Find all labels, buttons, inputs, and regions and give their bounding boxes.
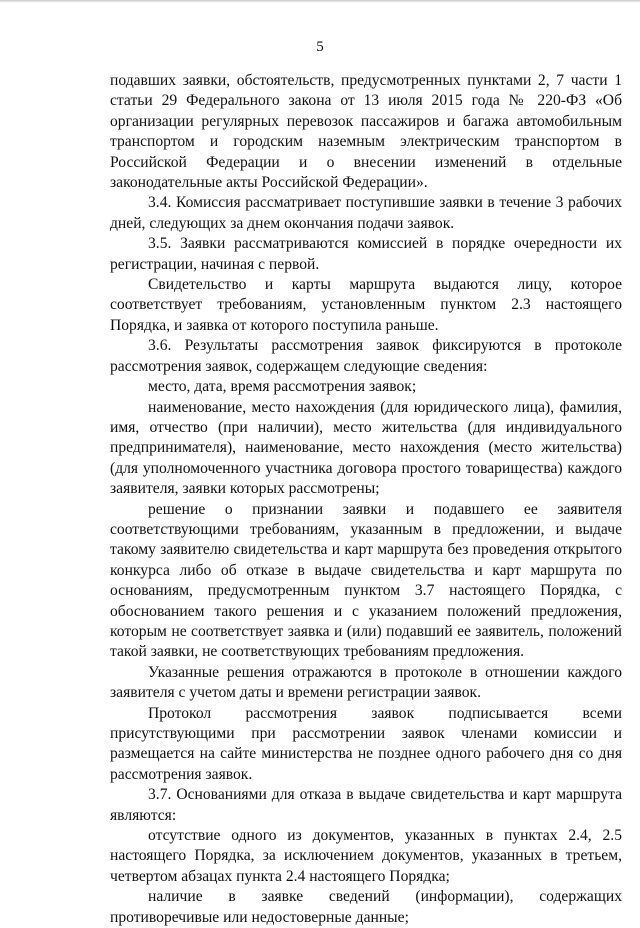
scan-edge bbox=[0, 0, 640, 3]
list-item-contradictory-data: наличие в заявке сведений (информации), содержащих противоречивые или недостоверные данные; bbox=[110, 888, 622, 926]
list-item-place-date: место, дата, время рассмотрения заявок; bbox=[148, 378, 417, 396]
page-number: 5 bbox=[316, 39, 324, 55]
list-item-decision: решение о признании заявки и подавшего ее заявителя соответствующими требованиям, указанным в предложении, и выдаче такому заявителю свидетельства и карт маршрута без проведения открытого конкурса либо об отказе в выдаче свидетельства и карт маршрута по основаниям, предусмотренным пунктом 3.7 настоящего Порядка, с обоснованием такого решения и с указанием положений предложения, которым не соответствует заявка и (или) подавший ее заявитель, положений такой заявки, не соответствующих требованиям предложения. bbox=[110, 500, 622, 661]
list-item-applicant-info: наименование, место нахождения (для юридического лица), фамилия, имя, отчество (при наличии), место жительства (для индивидуального предпринимателя), наименование, место нахождения (место жительства) (для уполномоченного участника договора простого товарищества) каждого заявителя, заявки которых рассмотрены; bbox=[110, 398, 622, 498]
paragraph-3-7: 3.7. Основаниями для отказа в выдаче свидетельства и карт маршрута являются: bbox=[110, 786, 622, 824]
list-item-missing-documents: отсутствие одного из документов, указанных в пунктах 2.4, 2.5 настоящего Порядка, за исключением документов, указанных в третьем, четвертом абзацах пункта 2.4 настоящего Порядка; bbox=[110, 827, 622, 885]
paragraph-3-6: 3.6. Результаты рассмотрения заявок фиксируются в протоколе рассмотрения заявок, содержащем следующие сведения: bbox=[110, 337, 622, 375]
paragraph-certificate: Свидетельство и карты маршрута выдаются лицу, которое соответствует требованиям, установленным пунктом 2.3 настоящего Порядка, и заявка от которого поступила раньше. bbox=[110, 276, 622, 334]
document-body bbox=[110, 71, 622, 928]
paragraph-protocol-signed: Протокол рассмотрения заявок подписывается всеми присутствующими при рассмотрении заявок членами комиссии и размещается на сайте министерства не позднее одного рабочего дня со дня рассмотрения заявок. bbox=[110, 704, 622, 783]
paragraph-continuation: подавших заявки, обстоятельств, предусмотренных пунктами 2, 7 части 1 статьи 29 Федерального закона от 13 июля 2015 года № 220-ФЗ «Об организации регулярных перевозок пассажиров и багажа автомобильным транспортом и городским наземным электрическим транспортом в Российской Федерации и о внесении изменений в отдельные законодательные акты Российской Федерации». bbox=[110, 72, 622, 192]
paragraph-3-5: 3.5. Заявки рассматриваются комиссией в порядке очередности их регистрации, начиная с первой. bbox=[110, 235, 622, 273]
paragraph-decisions-recorded: Указанные решения отражаются в протоколе в отношении каждого заявителя с учетом даты и времени регистрации заявок. bbox=[110, 663, 622, 702]
paragraph-3-4: 3.4. Комиссия рассматривает поступившие заявки в течение 3 рабочих дней, следующих за днем окончания подачи заявок. bbox=[110, 194, 622, 232]
